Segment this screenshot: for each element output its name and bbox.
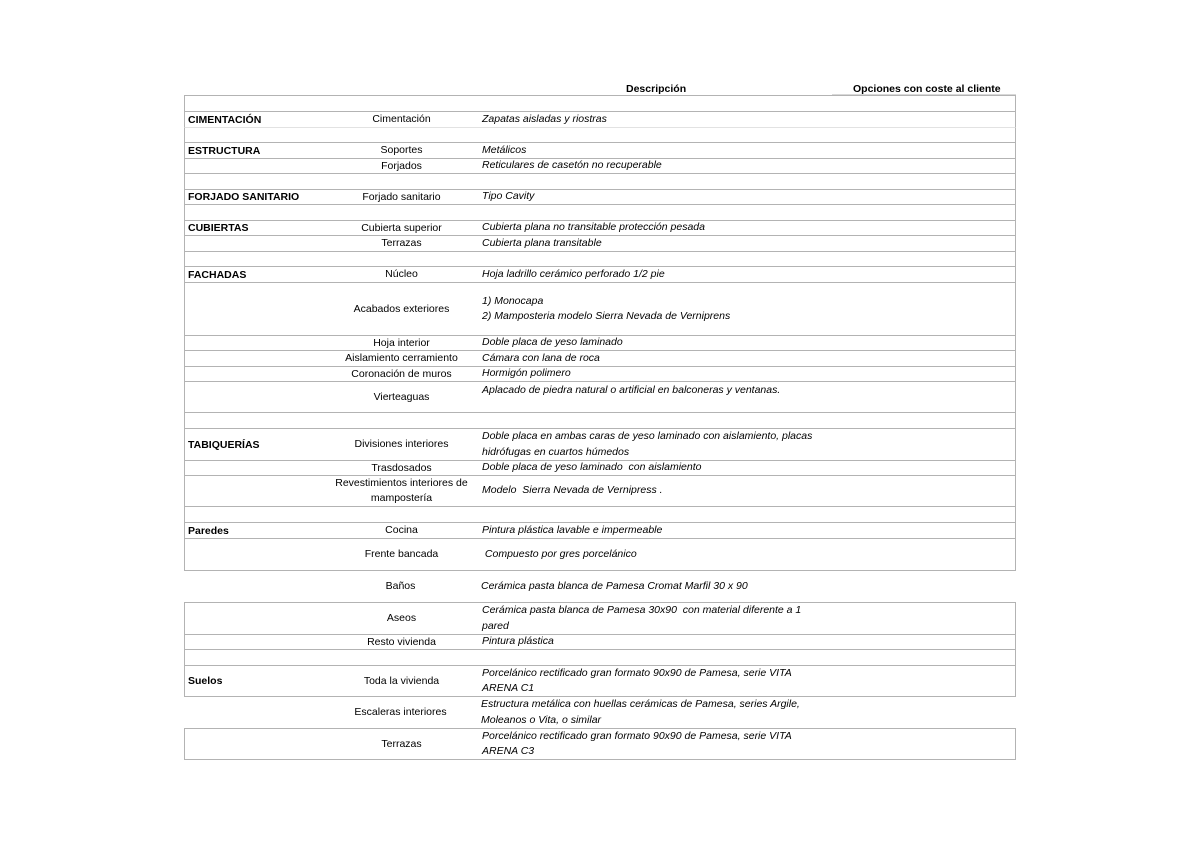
- item-cell: Frente bancada: [364, 548, 439, 560]
- description-cell: [482, 190, 832, 204]
- category-cell: [188, 351, 338, 366]
- table-row: [184, 461, 1016, 476]
- description-cell: [482, 476, 832, 506]
- table-row: [184, 367, 1016, 382]
- description-cell: [482, 461, 832, 475]
- description-line: Moleanos o Vita, o similar: [481, 713, 602, 726]
- table-row: [184, 112, 1016, 128]
- description-cell: [482, 382, 832, 412]
- column-header-options: Opciones con coste al cliente: [853, 83, 1001, 95]
- description-line: 2) Mamposteria modelo Sierra Nevada de Verniprens: [482, 310, 731, 322]
- table-row: [184, 95, 1016, 112]
- category-cell: [188, 461, 338, 475]
- description-cell: [482, 159, 832, 173]
- description-cell: [482, 507, 832, 522]
- table-row: [184, 635, 1016, 650]
- table-row: [184, 413, 1016, 429]
- description-cell: [482, 221, 832, 235]
- table-row: [184, 159, 1016, 174]
- item-cell: [323, 174, 480, 189]
- table-row: [184, 252, 1016, 267]
- description-line: 1) Monocapa: [482, 294, 544, 307]
- category-cell: [188, 650, 338, 665]
- description-cell: [482, 729, 832, 759]
- item-cell: Resto vivienda: [367, 635, 436, 648]
- description-line: Tipo Cavity: [482, 190, 535, 203]
- description-cell: [481, 697, 831, 728]
- item-cell: Núcleo: [385, 268, 418, 280]
- category-cell: FACHADAS: [188, 268, 247, 281]
- table-row: [184, 523, 1016, 539]
- description-line: Cámara con lana de roca: [482, 351, 600, 364]
- item-cell: Forjado sanitario: [362, 190, 441, 203]
- item-cell: Terrazas: [381, 737, 422, 750]
- description-cell: [482, 143, 832, 158]
- category-cell: [188, 382, 338, 412]
- table-row: [184, 476, 1016, 507]
- description-line: Cerámica pasta blanca de Pamesa 30x90 con material diferente a 1: [482, 604, 802, 616]
- table-row: [184, 697, 1016, 729]
- description-line: Compuesto por gres porcelánico: [482, 547, 637, 560]
- item-cell: Aseos: [386, 612, 417, 624]
- table-row: [184, 666, 1016, 697]
- category-cell: [188, 159, 338, 173]
- item-cell: Divisiones interiores: [354, 438, 449, 450]
- item-cell: Trasdosados: [371, 461, 432, 474]
- table-row: [184, 650, 1016, 666]
- table-row: [184, 351, 1016, 367]
- description-line: Pintura plástica: [482, 635, 554, 648]
- category-cell: FORJADO SANITARIO: [188, 191, 300, 203]
- description-cell: [482, 236, 832, 251]
- table-row: [184, 205, 1016, 221]
- item-cell: Coronación de muros: [351, 367, 452, 380]
- description-cell: [482, 283, 832, 335]
- description-cell: [482, 650, 832, 665]
- description-cell: [482, 523, 832, 538]
- item-cell: Revestimientos interiores de mampostería: [335, 477, 468, 504]
- description-cell: [481, 571, 831, 602]
- item-cell: Cimentación: [372, 113, 431, 125]
- item-cell: [323, 507, 480, 522]
- description-line: Cubierta plana transitable: [482, 236, 602, 249]
- specifications-table: [184, 95, 1016, 760]
- category-cell: [188, 413, 338, 428]
- category-cell: [188, 252, 338, 266]
- category-cell: [188, 128, 338, 142]
- description-cell: [482, 96, 832, 111]
- description-line: Doble placa en ambas caras de yeso laminado con aislamiento, placas: [482, 430, 813, 442]
- item-cell: Escaleras interiores: [354, 706, 447, 718]
- description-line: pared: [482, 619, 509, 632]
- description-line: Zapatas aisladas y riostras: [482, 112, 607, 125]
- description-cell: [482, 367, 832, 381]
- description-line: Porcelánico rectificado gran formato 90x90 de Pamesa, serie VITA: [482, 666, 792, 679]
- item-cell: [323, 96, 480, 111]
- category-cell: Paredes: [188, 524, 229, 537]
- category-cell: [187, 571, 337, 602]
- item-cell: Aislamiento cerramiento: [345, 352, 458, 364]
- category-cell: [188, 174, 338, 189]
- table-row: [184, 571, 1016, 603]
- description-line: Cubierta plana no transitable protección pesada: [482, 221, 705, 234]
- table-row: [184, 603, 1016, 635]
- table-row: [184, 382, 1016, 413]
- description-cell: [482, 128, 832, 142]
- description-line: Cerámica pasta blanca de Pamesa Cromat Marfil 30 x 90: [481, 579, 748, 592]
- description-line: Doble placa de yeso laminado: [482, 336, 623, 349]
- description-cell: [482, 174, 832, 189]
- column-header-description: Descripción: [626, 83, 687, 95]
- table-row: [184, 539, 1016, 571]
- category-cell: [188, 635, 338, 649]
- description-line: Hoja ladrillo cerámico perforado 1/2 pie: [482, 267, 665, 280]
- item-cell: Hoja interior: [373, 336, 430, 349]
- description-cell: [482, 539, 832, 570]
- item-cell: Terrazas: [381, 237, 422, 249]
- category-cell: [188, 336, 338, 350]
- description-line: Modelo Sierra Nevada de Vernipress .: [482, 484, 663, 497]
- table-row: [184, 267, 1016, 283]
- description-cell: [482, 252, 832, 266]
- category-cell: Suelos: [188, 675, 223, 687]
- item-cell: Forjados: [381, 159, 422, 172]
- description-line: Estructura metálica con huellas cerámicas de Pamesa, series Argile,: [481, 698, 800, 710]
- description-line: ARENA C1: [482, 682, 535, 694]
- category-cell: TABIQUERÍAS: [188, 438, 260, 451]
- description-cell: [482, 351, 832, 366]
- table-row: [184, 507, 1016, 523]
- category-cell: [188, 283, 338, 335]
- item-cell: [323, 650, 480, 665]
- category-cell: [188, 205, 338, 220]
- table-row: [184, 336, 1016, 351]
- table-row: [184, 236, 1016, 252]
- item-cell: [323, 413, 480, 428]
- category-cell: ESTRUCTURA: [188, 144, 261, 157]
- category-cell: [187, 697, 337, 728]
- description-cell: [482, 336, 832, 350]
- item-cell: Toda la vivienda: [363, 674, 440, 687]
- description-line: hidrófugas en cuartos húmedos: [482, 445, 630, 458]
- category-cell: [188, 236, 338, 251]
- description-cell: [482, 267, 832, 282]
- category-cell: [188, 476, 338, 506]
- description-line: ARENA C3: [482, 745, 535, 757]
- category-cell: [188, 367, 338, 381]
- table-row: [184, 190, 1016, 205]
- item-cell: Vierteaguas: [373, 390, 430, 403]
- description-line: Reticulares de casetón no recuperable: [482, 159, 662, 172]
- description-line: Aplacado de piedra natural o artificial en balconeras y ventanas.: [482, 384, 781, 396]
- category-cell: [188, 96, 338, 111]
- category-cell: [188, 539, 338, 570]
- description-cell: [482, 429, 832, 460]
- item-cell: Soportes: [380, 144, 423, 156]
- description-cell: [482, 112, 832, 127]
- item-cell: Cubierta superior: [361, 221, 442, 234]
- description-cell: [482, 413, 832, 428]
- table-row: [184, 283, 1016, 336]
- item-cell: Cocina: [385, 524, 418, 536]
- description-line: Metálicos: [482, 143, 527, 156]
- item-cell: [323, 252, 480, 266]
- description-cell: [482, 205, 832, 220]
- category-cell: CUBIERTAS: [188, 222, 249, 234]
- description-line: Doble placa de yeso laminado con aislamiento: [482, 461, 702, 474]
- description-cell: [482, 603, 832, 634]
- description-line: Porcelánico rectificado gran formato 90x90 de Pamesa, serie VITA: [482, 729, 792, 742]
- item-cell: Acabados exteriores: [353, 302, 450, 315]
- description-cell: [482, 666, 832, 696]
- category-cell: CIMENTACIÓN: [188, 113, 262, 126]
- item-cell: Baños: [385, 580, 416, 592]
- table-row: [184, 174, 1016, 190]
- description-line: Pintura plástica lavable e impermeable: [482, 523, 663, 536]
- category-cell: [188, 603, 338, 634]
- category-cell: [188, 729, 338, 759]
- table-row: [184, 221, 1016, 236]
- description-cell: [482, 635, 832, 649]
- item-cell: [323, 205, 480, 220]
- table-row: [184, 128, 1016, 143]
- table-row: [184, 143, 1016, 159]
- item-cell: [323, 128, 480, 142]
- description-line: Hormigón polimero: [482, 367, 571, 380]
- table-row: [184, 429, 1016, 461]
- table-row: [184, 729, 1016, 760]
- category-cell: [188, 507, 338, 522]
